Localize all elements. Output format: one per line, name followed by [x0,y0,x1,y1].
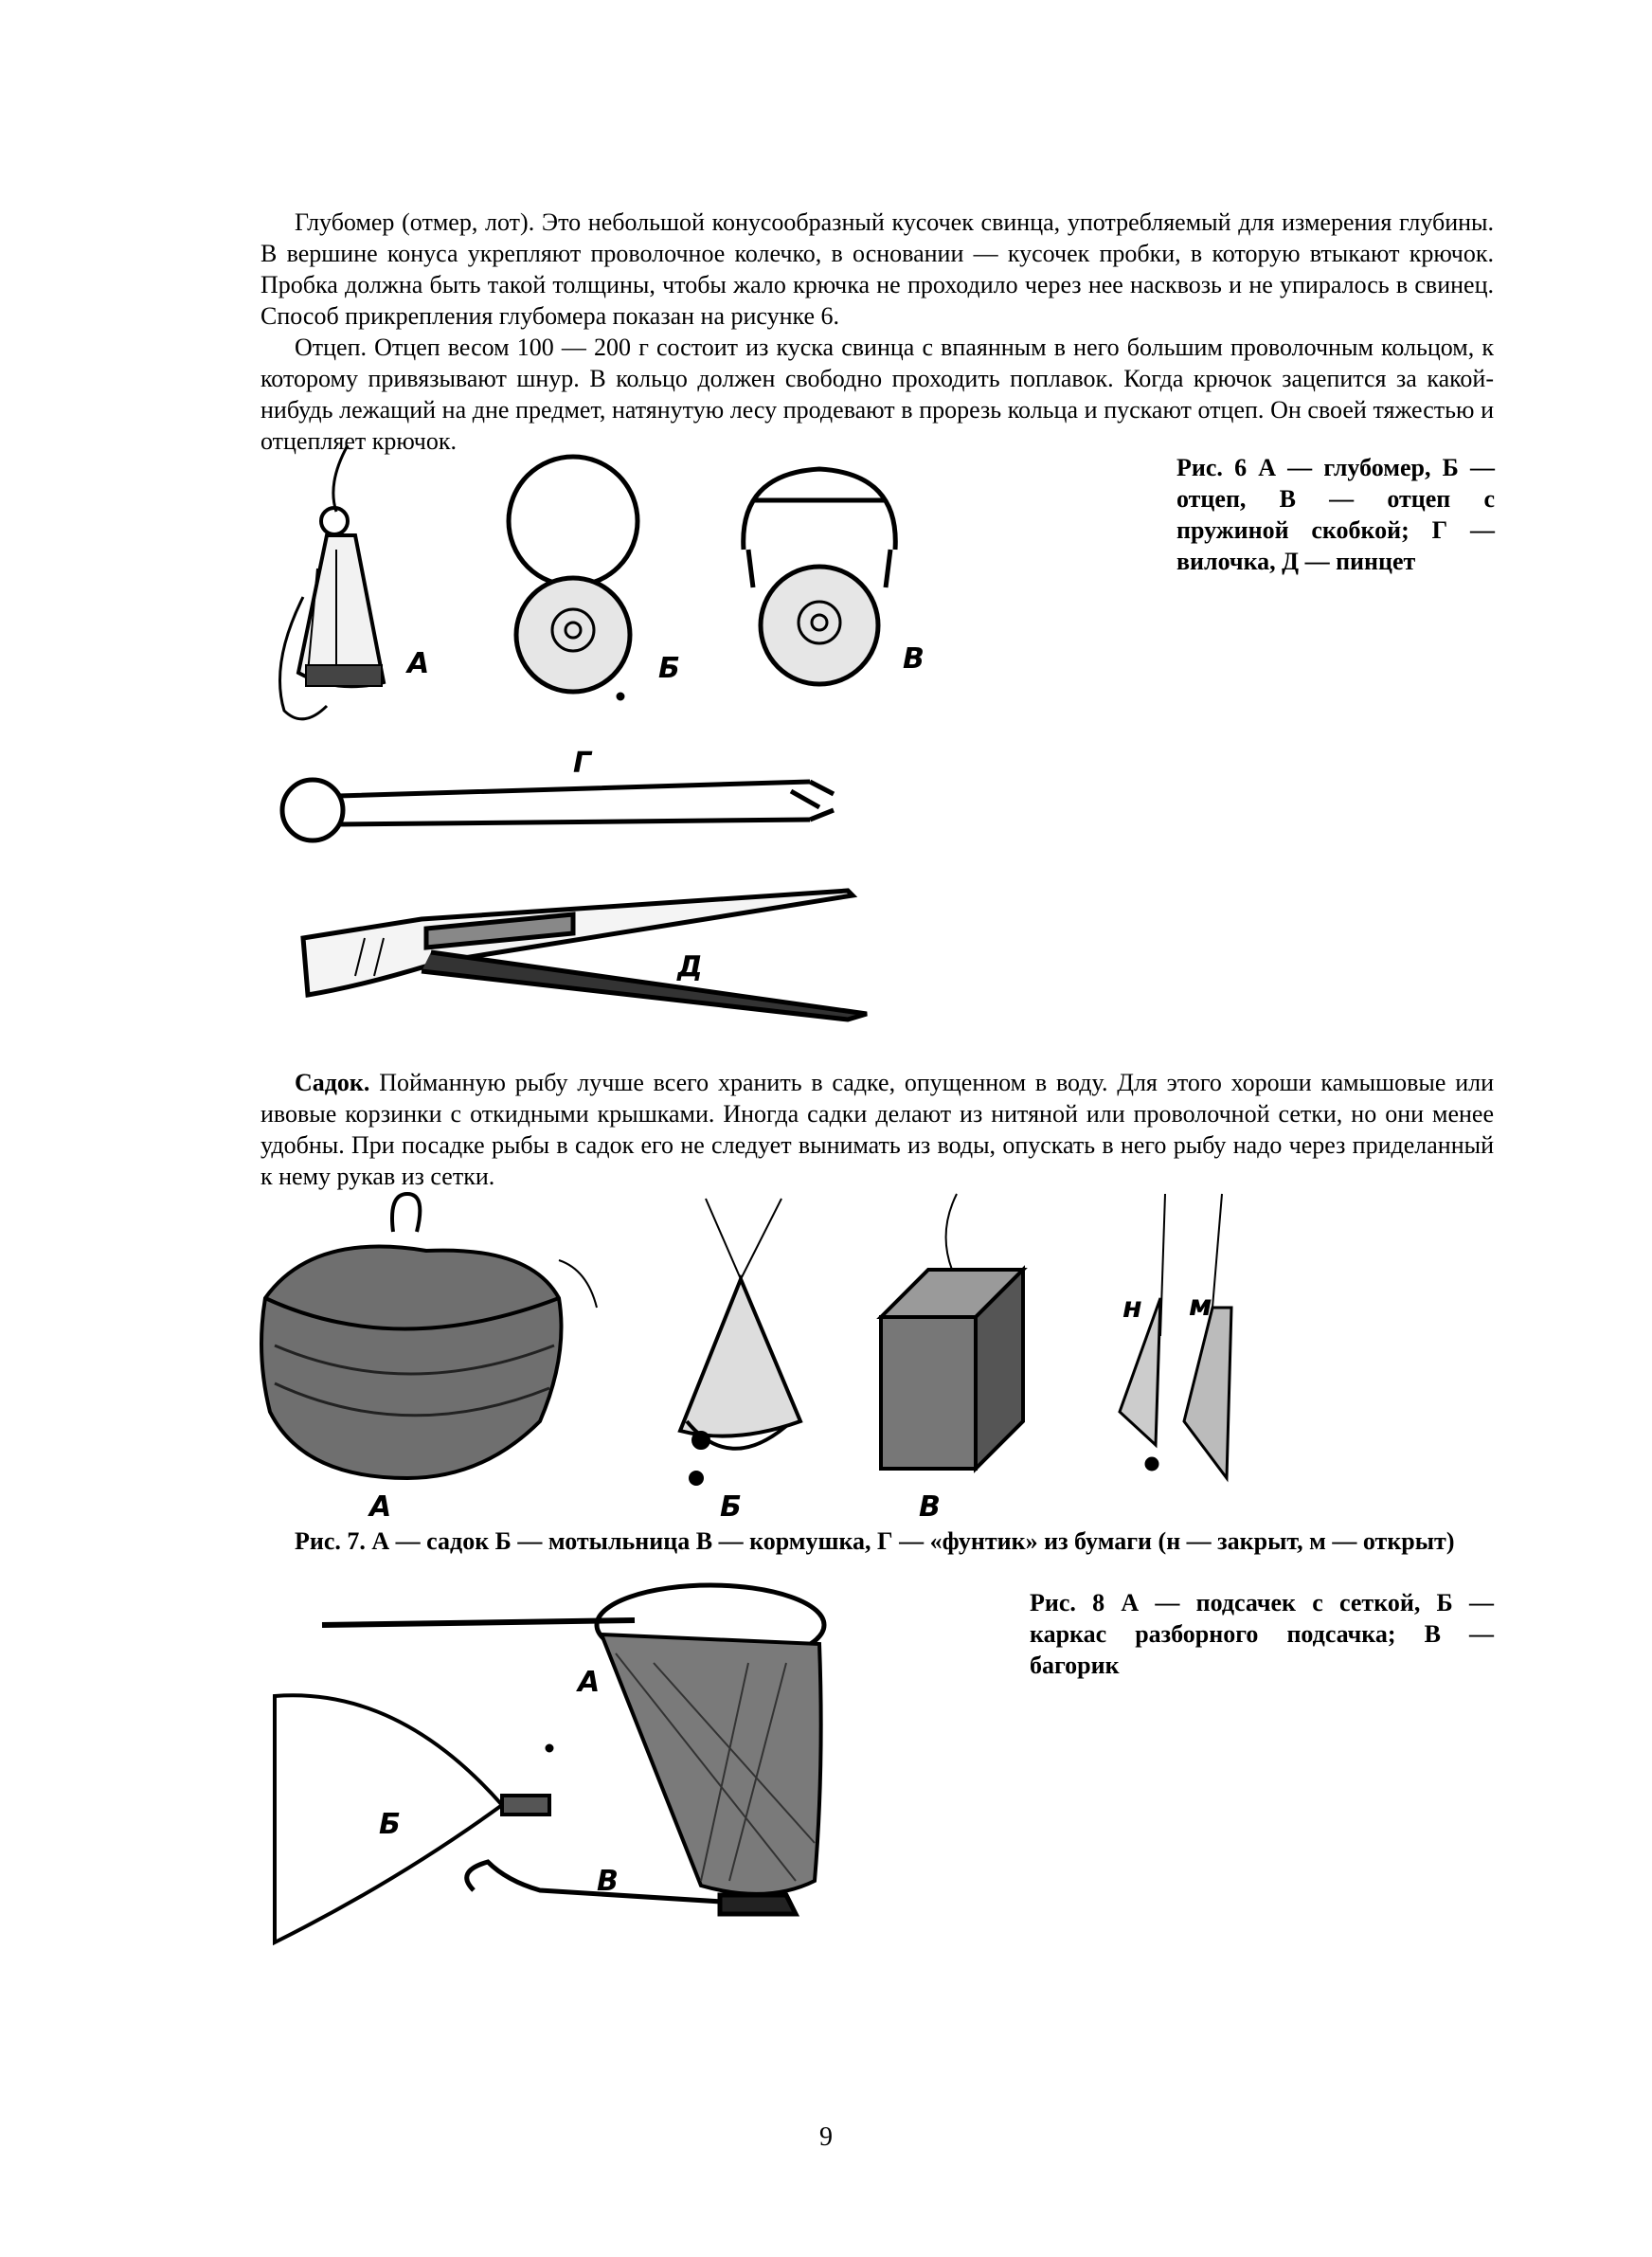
figure-8-caption: Рис. 8 А — подсачек с сеткой, Б — каркас разборного подсачка; В — багорик [1030,1589,1494,1679]
net-frame-drawing [275,1695,549,1942]
fig7-label-a: А [369,1490,392,1524]
figure-8-drawing [256,1578,862,1947]
page-number: 9 [819,2122,833,2152]
paragraph-depth-gauge: Глубомер (отмер, лот). Это небольшой конусообразный кусочек свинца, употребляемый для измерения глубины. В вершине конуса укрепляют проволочное колечко, в основании — кусочек пробки, в которую втыкают крючок. Пробка должна быть такой толщины, чтобы жало крючка не проходило через нее насквозь и не упиралось в свинец. Способ прикрепления глубомера показан на рисунке 6. [260,208,1494,330]
figure-7-caption: Рис. 7. А — садок Б — мотыльница В — кормушка, Г — «фунтик» из бумаги (н — закрыт, м — открыт) [295,1527,1455,1555]
fig6-label-v: В [903,642,925,676]
fork-drawing [282,780,834,840]
figure-8 [256,1578,862,1947]
basket-drawing [261,1194,597,1478]
tweezers-drawing [303,891,867,1020]
sadok-heading: Садок. [295,1069,370,1096]
depth-gauge-drawing [280,445,385,719]
fig7-label-m: м [1189,1290,1212,1323]
paper-cone-drawing [1120,1194,1231,1478]
paragraph-sadok [260,1067,1494,1192]
fig6-label-d: Д [677,950,703,984]
bloodworm-box-drawing [680,1199,800,1484]
spring-otcep-drawing [744,469,896,684]
figure-7 [256,1194,1250,1524]
figure-7-drawing [256,1194,1250,1524]
fig7-label-v: В [919,1490,941,1524]
figure-6-drawing [260,445,980,1033]
fig8-label-a: А [578,1666,601,1699]
fig8-label-b: Б [379,1808,401,1841]
fig7-label-b: Б [720,1490,742,1524]
landing-net-drawing [322,1585,824,1894]
paragraph-otcep: Отцеп. Отцеп весом 100 — 200 г состоит из куска свинца с впаянным в него большим проволочным кольцом, к которому привязывают шнур. В кольцо должен свободно проходить поплавок. Когда крючок зацепится за какой-нибудь лежащий на дне предмет, натянутую лесу продевают в прорезь кольца и пускают отцеп. Он своей тяжестью и отцепляет крючок. [260,334,1494,455]
fig8-label-v: В [597,1865,619,1898]
figure-6 [260,445,980,1033]
otcep-drawing [509,457,637,698]
fig6-label-g: Г [573,747,592,780]
fig6-label-b: Б [658,652,680,685]
fig7-label-n: н [1122,1291,1142,1325]
sadok-text: Пойманную рыбу лучше всего хранить в садке, опущенном в воду. Для этого хороши камышовые или ивовые корзинки с откидными крышками. Иногда садки делают из нитяной или проволочной сетки, но они менее удобны. При посадке рыбы в садок его не следует вынимать из воды, опускать в него рыбу надо через приделанный к нему рукав из сетки. [260,1069,1494,1190]
fig6-label-a: А [407,647,430,680]
feeder-drawing [881,1194,1023,1469]
figure-6-caption: Рис. 6 А — глубомер, Б — отцеп, В — отцеп с пружиной скобкой; Г — вилочка, Д — пинцет [1176,454,1495,575]
